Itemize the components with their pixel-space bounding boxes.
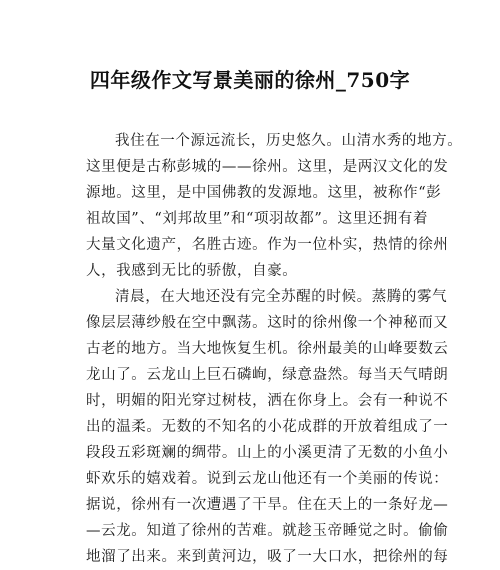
paragraph-line: 时，明媚的阳光穿过树枝，洒在你身上。会有一种说不 [86, 393, 449, 409]
paragraph-line: 虾欢乐的嬉戏着。说到云龙山他还有一个美丽的传说： [86, 471, 449, 487]
paragraph-line: —云龙。知道了徐州的苦难。就趁玉帝睡觉之时。偷偷 [86, 523, 449, 539]
paragraph-line: 清晨，在大地还没有完全苏醒的时候。蒸腾的雾气 [115, 289, 448, 305]
paragraph-line: 龙山了。云龙山上巨石磷峋，绿意盎然。每当天气晴朗 [86, 367, 449, 383]
paragraph-line: 段段五彩斑斓的绸带。山上的小溪更清了无数的小鱼小 [86, 445, 449, 461]
paragraph-line: 像层层薄纱般在空中飘荡。这时的徐州像一个神秘而又 [86, 315, 449, 331]
paragraph-line: 大量文化遗产，名胜古迹。作为一位朴实，热情的徐州 [86, 237, 449, 253]
document-body [86, 128, 463, 570]
paragraph-line: 这里便是古称彭城的——徐州。这里，是两汉文化的发 [86, 159, 449, 175]
paragraph-line: 人，我感到无比的骄傲，自豪。 [86, 263, 298, 279]
paragraph-line: 出的温柔。无数的不知名的小花成群的开放着组成了一 [86, 419, 449, 435]
paragraph-line: 据说，徐州有一次遭遇了干旱。住在天上的一条好龙— [86, 497, 449, 513]
paragraph-line: 地溜了出来。来到黄河边，吸了一大口水，把徐州的每 [86, 549, 449, 565]
document-title: 四年级作文写景美丽的徐州_750字 [89, 68, 411, 92]
paragraph-line: 祖故国”、“刘邦故里”和“项羽故都”。这里还拥有着 [86, 211, 429, 227]
paragraph-line: 我住在一个源远流长，历史悠久。山清水秀的地方。 [115, 133, 463, 149]
paragraph-line: 源地。这里，是中国佛教的发源地。这里，被称作“彭 [86, 185, 442, 201]
paragraph-line: 古老的地方。当大地恢复生机。徐州最美的山峰要数云 [86, 341, 449, 357]
